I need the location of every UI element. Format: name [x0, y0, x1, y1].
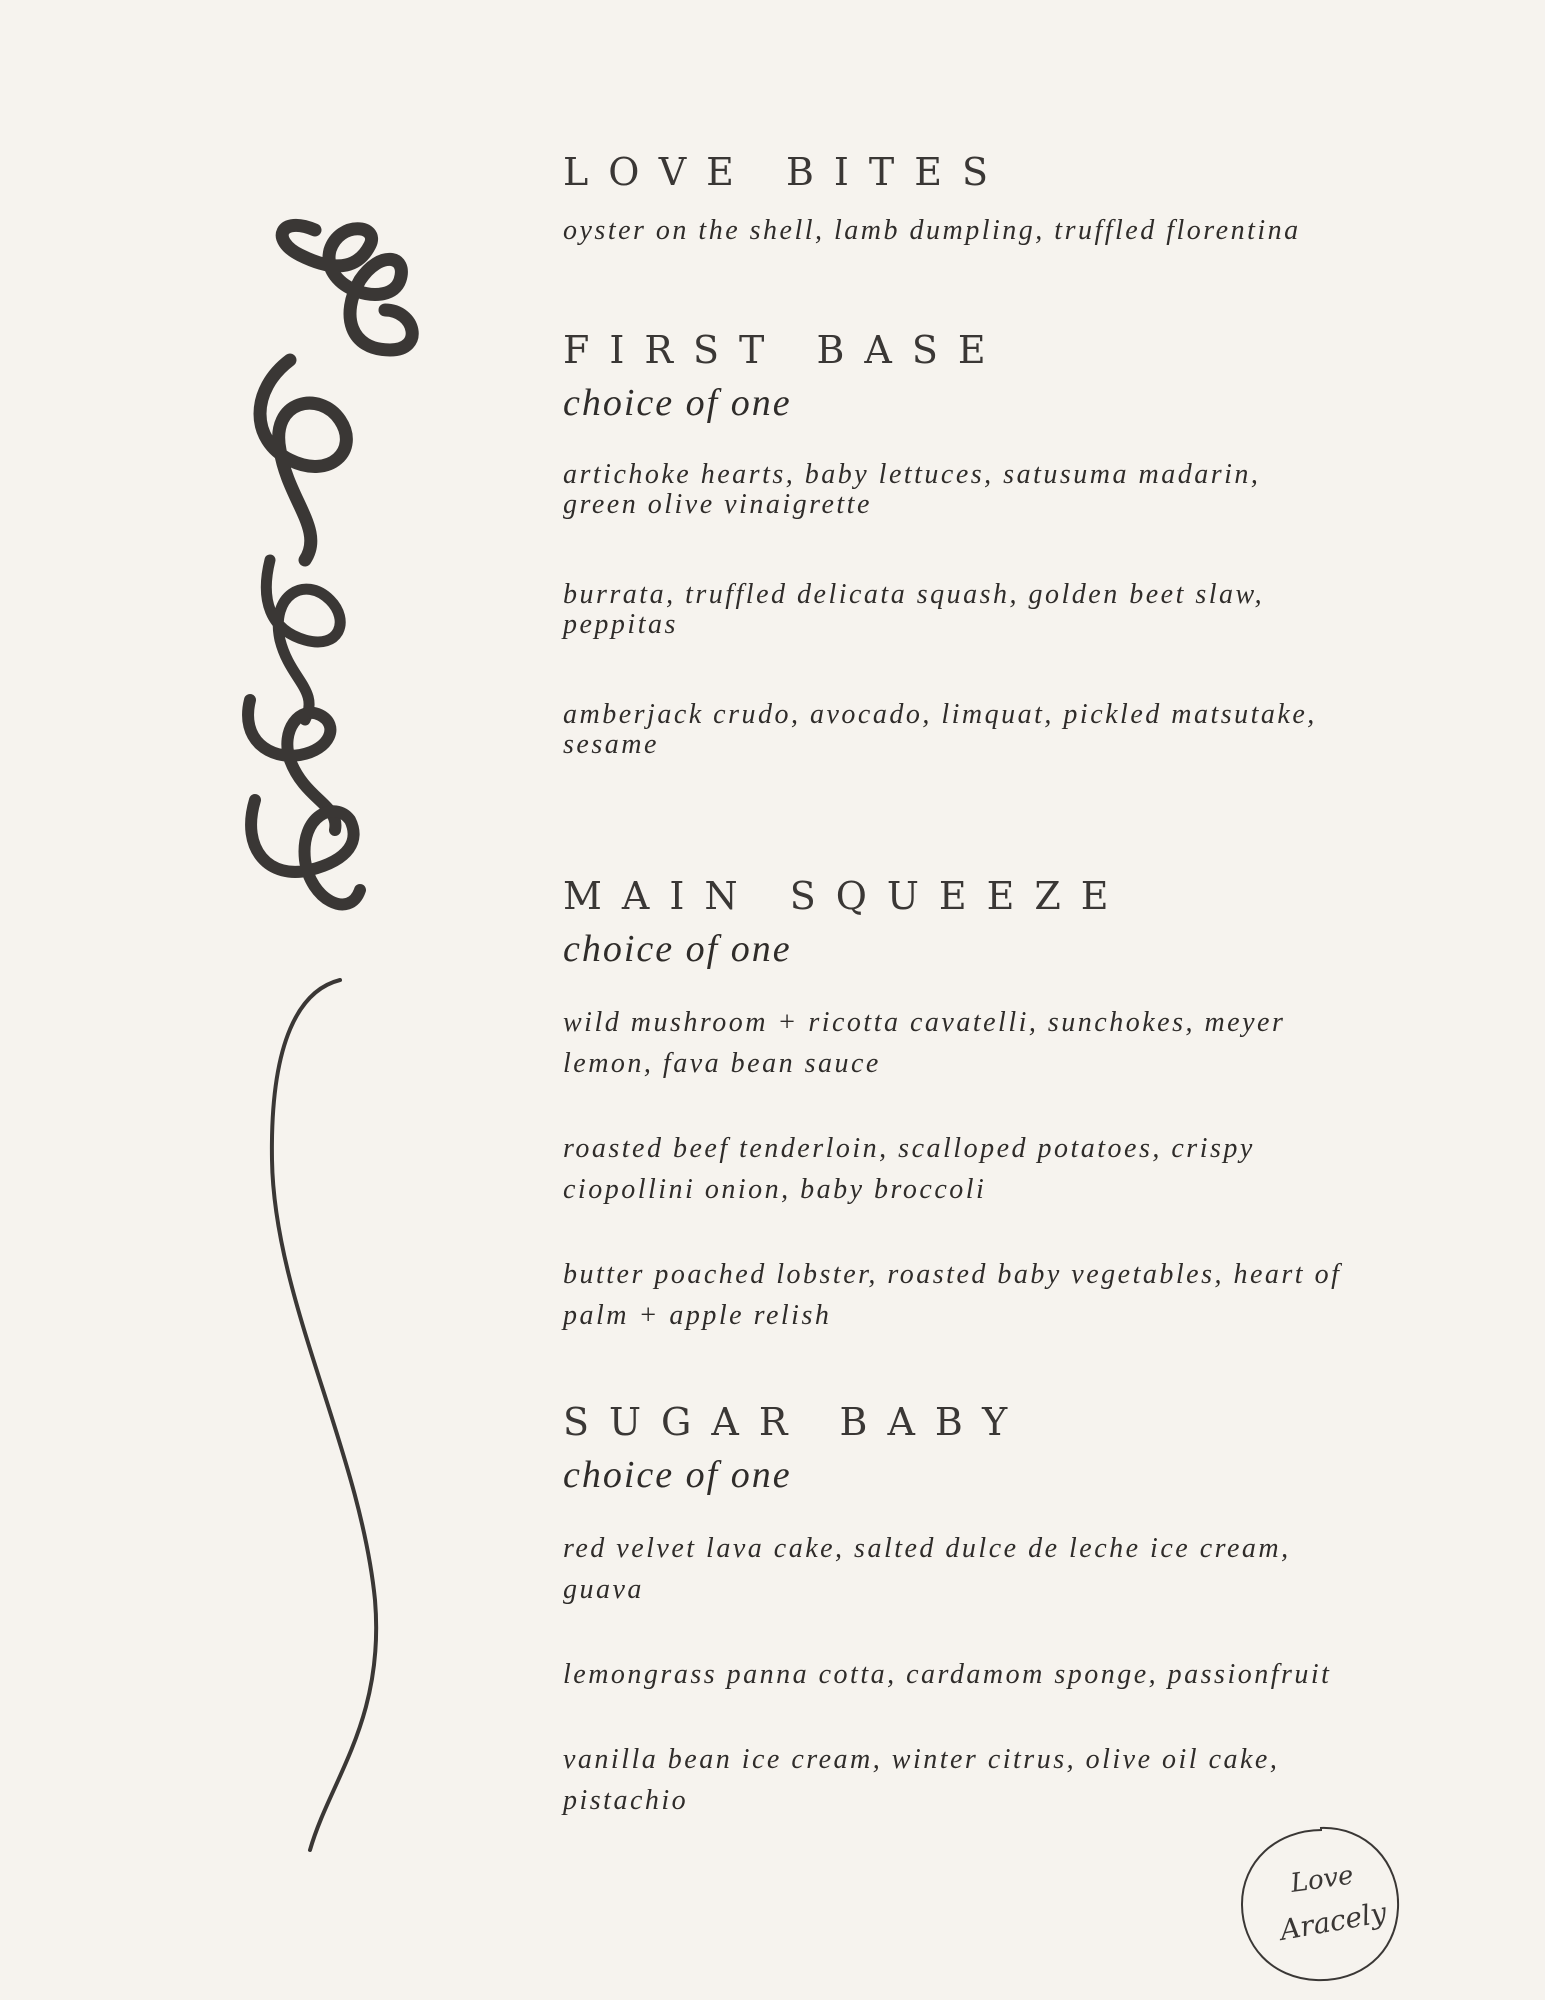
section-main-squeeze — [563, 872, 1463, 1336]
signature-line-1: Love — [1288, 1860, 1356, 1899]
section-love-bites — [563, 148, 1463, 246]
section-subheading: choice of one — [563, 1454, 792, 1496]
menu-item: vanilla bean ice cream, winter citrus, olive oil cake, pistachio — [563, 1744, 1280, 1816]
menu-item: butter poached lobster, roasted baby vegetables, heart of palm + apple relish — [563, 1259, 1342, 1331]
menu-item: amberjack crudo, avocado, limquat, pickled matsutake, sesame — [563, 699, 1317, 760]
menu-item: artichoke hearts, baby lettuces, satusuma madarin, green olive vinaigrette — [563, 459, 1261, 520]
menu-item: lemongrass panna cotta, cardamom sponge, passionfruit — [563, 1659, 1332, 1690]
menu-item: wild mushroom + ricotta cavatelli, sunchokes, meyer lemon, fava bean sauce — [563, 1007, 1286, 1079]
menu-script-title — [210, 200, 460, 1900]
signature-line-2: Aracely — [1277, 1895, 1389, 1947]
section-heading: MAIN SQUEEZE — [563, 874, 1129, 918]
menu-item: red velvet lava cake, salted dulce de leche ice cream, guava — [563, 1533, 1291, 1605]
section-first-base — [563, 326, 1463, 760]
menu-item: roasted beef tenderloin, scalloped potatoes, crispy ciopollini onion, baby broccoli — [563, 1133, 1255, 1205]
section-heading: FIRST BASE — [563, 328, 1006, 372]
menu-item: oyster on the shell, lamb dumpling, truffled florentina — [563, 215, 1301, 246]
menu-item: burrata, truffled delicata squash, golden beet slaw, peppitas — [563, 579, 1265, 640]
section-subheading: choice of one — [563, 382, 792, 424]
section-sugar-baby — [563, 1398, 1463, 1821]
section-heading: SUGAR BABY — [563, 1400, 1028, 1444]
signature-logo — [1236, 1822, 1404, 1986]
section-subheading: choice of one — [563, 928, 792, 970]
section-heading: LOVE BITES — [563, 150, 1009, 194]
